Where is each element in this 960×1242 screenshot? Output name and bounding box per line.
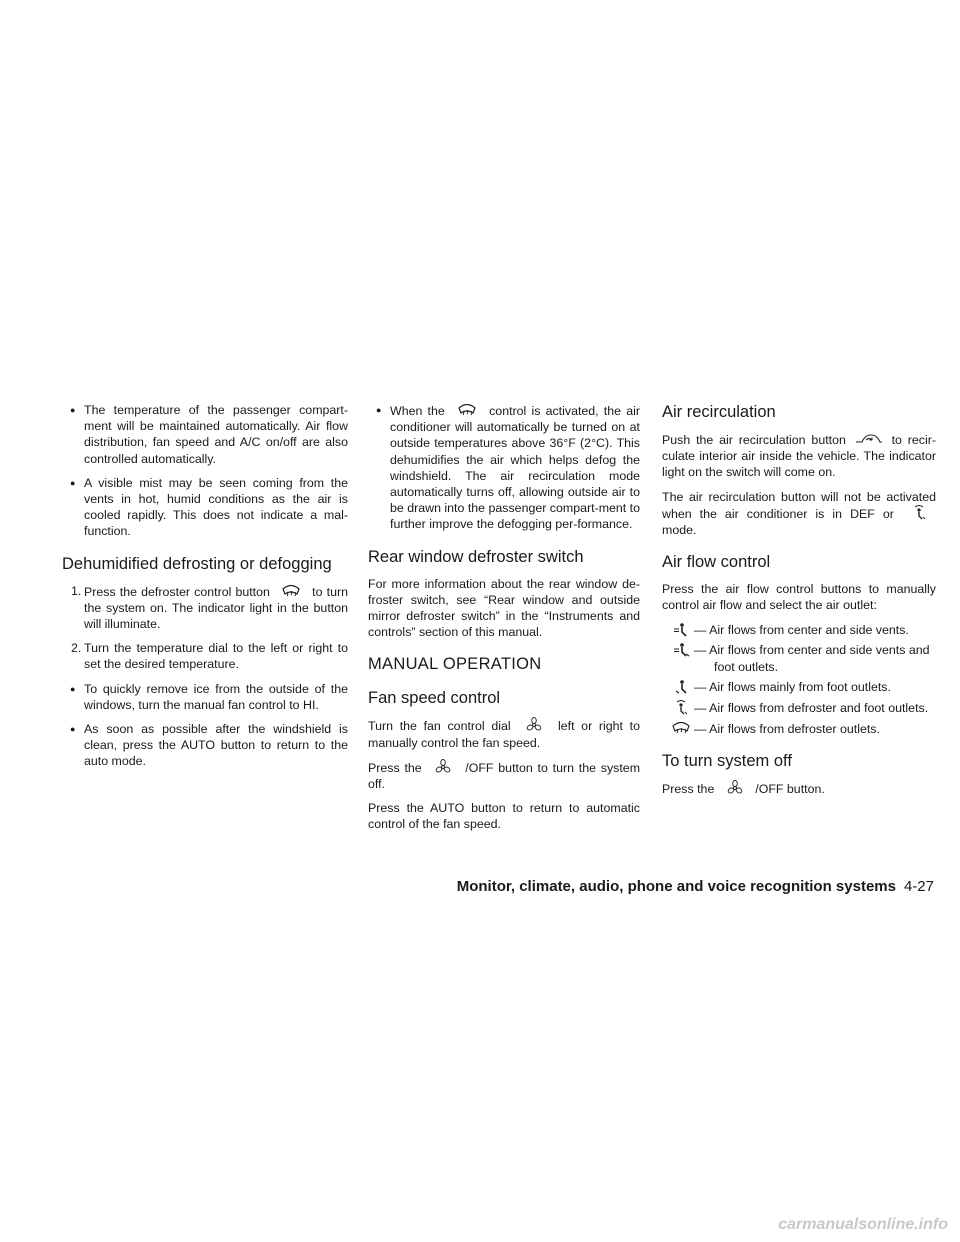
heading-air-flow-control: Air flow control: [662, 553, 771, 572]
fan-off-text-b: /OFF button to turn the system off.: [368, 760, 641, 792]
fan-icon: [718, 780, 752, 796]
fan-icon: [426, 759, 460, 775]
step-1-text-b: to turn the system on. The indicator light in the button will illuminate.: [84, 584, 348, 632]
recirculation-note-text-a: The air recirculation button will not be activated when the air conditioner is in DEF or: [662, 489, 936, 521]
defroster-icon: [274, 583, 308, 599]
step-2-number: 2.: [71, 641, 82, 656]
heading-dehumidified-defrosting: Dehumidified defrosting or defogging: [62, 554, 332, 573]
vent-defrost-icon: [672, 721, 694, 737]
bullet-visible-mist: ● A visible mist may be seen coming from the vents in hot, humid conditions as the air is cooled rapidly. This does not indicate a mal-function.: [62, 475, 348, 540]
vent-face-icon: [672, 622, 694, 638]
auto-fan-paragraph: Press the AUTO button to return to automatic control of the fan speed.: [368, 801, 640, 832]
recirculation-paragraph: [662, 431, 936, 481]
flow-option-defrost-foot: [662, 700, 936, 717]
fan-dial-text-b: left or right to manually control the fan speed.: [368, 719, 640, 750]
step-2-text: Turn the temperature dial to the left or right to set the desired temperature.: [84, 641, 348, 672]
flow-option-foot: [662, 679, 936, 696]
flow-option-face-text: — Air flows from center and side vents.: [694, 622, 909, 637]
bullet-defroster-text-b: control is activated, the air conditioner will automatically be turned on at outside temperatures above 36°F (2°C). This dehumidifies the air which helps defog the windshield. The air recirculation mode automatically turns off, allowing outside air to be drawn into the passenger compart-ment to further improve the defogging per-formance.: [390, 404, 641, 532]
system-off-text-b: /OFF button.: [755, 782, 825, 797]
recirculation-car-icon: [852, 431, 886, 447]
bullet-defroster-control: [368, 402, 640, 533]
bullet-auto-temperature: ● The temperature of the passenger compart-ment will be maintained automatically. Air flow distribution, fan speed and A/C on/off are also controlled automatically.: [62, 402, 348, 467]
step-1: [62, 583, 348, 633]
heading-air-recirculation: Air recirculation: [662, 403, 776, 421]
step-1-number: 1.: [71, 583, 82, 598]
recirculation-text-a: Push the air recirculation button: [662, 433, 846, 447]
bullet-return-auto: ● As soon as possible after the windshield is clean, press the AUTO button to return to the auto mode.: [62, 721, 348, 770]
flow-option-bilevel: [662, 642, 936, 675]
vent-foot-icon: [672, 679, 694, 695]
defrost-foot-icon: [902, 505, 936, 521]
fan-off-text-a: Press the: [368, 760, 422, 775]
system-off-text-a: Press the: [662, 782, 715, 797]
recirculation-note-text-b: mode.: [662, 523, 697, 538]
fan-icon: [517, 717, 551, 733]
recirculation-text-b: to recir-culate interior air inside the vehicle. The indicator light on the switch will come on.: [662, 433, 936, 480]
heading-manual-operation: MANUAL OPERATION: [368, 655, 542, 674]
vent-defrost-foot-icon: [672, 700, 694, 716]
flow-option-defrost: [662, 721, 936, 738]
defroster-icon: [450, 402, 484, 418]
flow-option-foot-text: — Air flows mainly from foot outlets.: [694, 680, 891, 695]
right-column: [662, 402, 936, 805]
rear-defroster-paragraph: For more information about the rear window de-froster switch, see “Rear window and outside mirror defroster switch” in the “Instruments and controls” section of this manual.: [368, 576, 640, 640]
vent-bilevel-icon: [672, 642, 694, 658]
footer-section-title: Monitor, climate, audio, phone and voice recognition systems: [456, 878, 896, 895]
heading-fan-speed-control: Fan speed control: [368, 689, 501, 708]
fan-dial-text-a: Turn the fan control dial: [368, 719, 511, 734]
step-1-text-a: Press the defroster control button: [84, 584, 270, 599]
middle-column: [368, 402, 640, 841]
air-flow-paragraph: Press the air flow control buttons to manually control air flow and select the air outlet:: [662, 582, 936, 613]
fan-dial-paragraph: [368, 717, 640, 750]
left-column: [62, 402, 348, 778]
fan-off-paragraph: [368, 759, 640, 792]
bullet-defroster-text-a: When the: [390, 404, 445, 418]
bullet-remove-ice: ● To quickly remove ice from the outside of the windows, turn the manual fan control to HI.: [62, 681, 348, 713]
footer-page-number: 4-27: [903, 878, 934, 895]
flow-option-defrost-text: — Air flows from defroster outlets.: [694, 721, 880, 736]
step-2: [62, 640, 348, 672]
flow-option-defrost-foot-text: — Air flows from defroster and foot outlets.: [694, 701, 929, 715]
page-footer: [457, 878, 934, 895]
watermark: carmanualsonline.info: [778, 1216, 948, 1233]
system-off-paragraph: [662, 780, 936, 797]
flow-option-face: [662, 622, 936, 639]
heading-turn-system-off: To turn system off: [662, 752, 792, 771]
flow-option-bilevel-text: — Air flows from center and side vents and foot outlets.: [694, 643, 930, 674]
heading-rear-window-defroster: Rear window defroster switch: [368, 547, 584, 566]
recirculation-note-paragraph: [662, 489, 936, 539]
